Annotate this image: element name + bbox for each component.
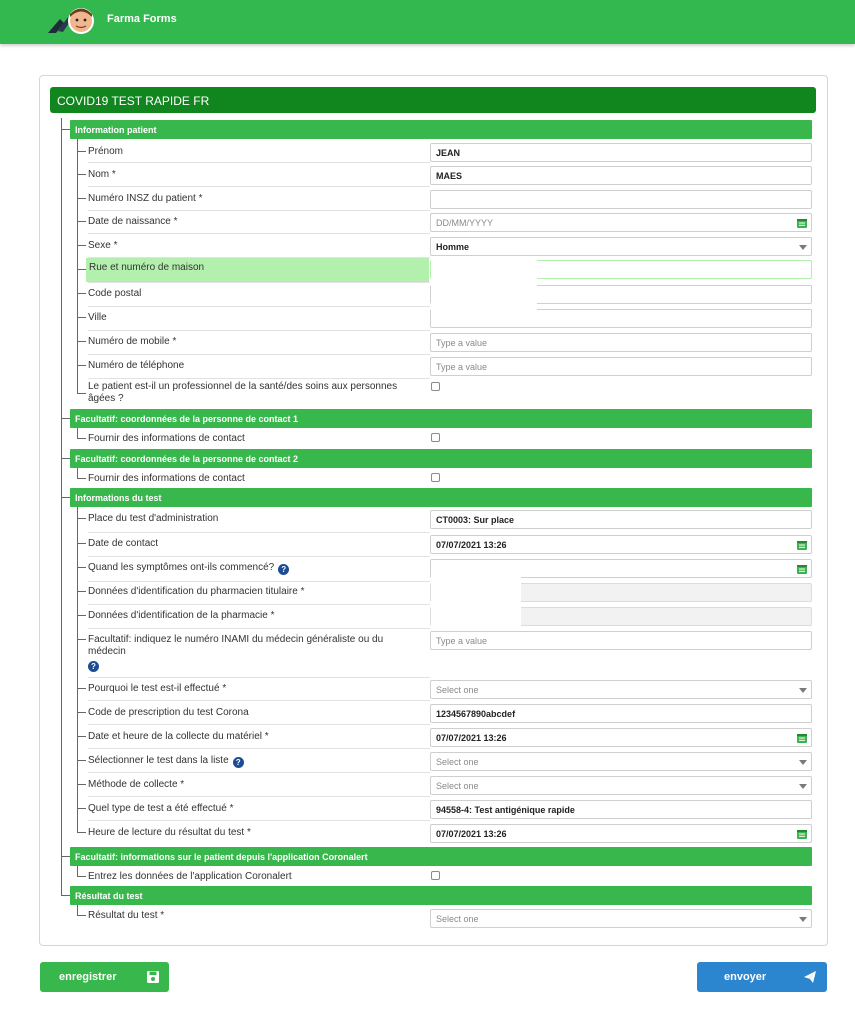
- label-methode: Méthode de collecte *: [88, 779, 185, 790]
- section-test-info: Informations du test: [70, 488, 812, 507]
- tree-branch: [77, 341, 86, 342]
- tree-branch: [61, 856, 70, 857]
- date-naissance-input[interactable]: [430, 213, 812, 232]
- methode-select[interactable]: [430, 776, 812, 795]
- redaction-patch: [431, 258, 537, 327]
- row-divider: [88, 796, 430, 797]
- chevron-down-icon: [799, 688, 807, 693]
- test-liste-select[interactable]: [430, 752, 812, 771]
- calendar-icon[interactable]: [797, 829, 807, 839]
- tree-branch: [77, 712, 86, 713]
- tree-branch: [77, 151, 86, 152]
- tree-branch: [61, 895, 70, 896]
- contact-1-checkbox[interactable]: [431, 433, 440, 442]
- tree-branch: [77, 736, 86, 737]
- tree-branch: [77, 245, 86, 246]
- date-naissance-placeholder: DD/MM/YYYY: [436, 218, 494, 228]
- label-inami-text: Facultatif: indiquez le numéro INAMI du médecin généraliste ou du médecin: [88, 634, 384, 657]
- send-button-label: envoyer: [724, 971, 767, 983]
- chevron-down-icon: [799, 917, 807, 922]
- label-lecture: Heure de lecture du résultat du test *: [88, 827, 251, 838]
- tree-line-contact2: [77, 468, 78, 478]
- section-coronalert: Facultatif: informations sur le patient depuis l'application Coronalert: [70, 847, 812, 866]
- label-professionnel: Le patient est-il un professionnel de la santé/des soins aux personnes âgées ?: [88, 381, 398, 404]
- resultat-select[interactable]: [430, 909, 812, 928]
- sexe-value: Homme: [436, 242, 470, 252]
- tree-branch: [61, 129, 70, 130]
- help-icon[interactable]: ?: [88, 661, 99, 672]
- tree-branch: [77, 269, 86, 270]
- lecture-input[interactable]: [430, 824, 812, 843]
- top-bar: [0, 0, 855, 44]
- tree-branch: [77, 567, 86, 568]
- tree-line-contact1: [77, 428, 78, 438]
- lecture-value: 07/07/2021 13:26: [436, 829, 507, 839]
- tree-branch: [77, 543, 86, 544]
- label-nom: Nom *: [88, 169, 116, 180]
- paper-plane-icon: [803, 970, 817, 984]
- calendar-icon[interactable]: [797, 540, 807, 550]
- row-divider: [88, 532, 430, 533]
- tree-branch: [77, 438, 86, 439]
- tree-branch: [77, 174, 86, 175]
- inami-input[interactable]: Type a value: [430, 631, 812, 650]
- row-divider: [88, 677, 430, 678]
- label-ville: Ville: [88, 312, 107, 323]
- app-title: Farma Forms: [107, 13, 177, 25]
- section-patient-info: Information patient: [70, 120, 812, 139]
- test-liste-value: Select one: [436, 757, 479, 767]
- tree-branch: [77, 760, 86, 761]
- row-divider: [88, 282, 430, 283]
- chevron-down-icon: [799, 245, 807, 250]
- label-contact-1: Fournir des informations de contact: [88, 433, 245, 444]
- label-sexe: Sexe *: [88, 240, 118, 251]
- tree-branch: [77, 688, 86, 689]
- label-collecte-date: Date et heure de la collecte du matériel *: [88, 731, 269, 742]
- tree-branch: [77, 393, 86, 394]
- save-button[interactable]: [40, 962, 169, 992]
- tree-branch: [77, 221, 86, 222]
- save-button-label: enregistrer: [59, 971, 117, 983]
- label-symptomes: [88, 562, 410, 575]
- row-divider: [88, 354, 430, 355]
- label-place: Place du test d'administration: [88, 513, 219, 524]
- tree-line-coronalert: [77, 866, 78, 876]
- label-symptomes-text: Quand les symptômes ont-ils commencé?: [88, 562, 275, 573]
- tree-branch: [77, 317, 86, 318]
- tree-branch: [77, 518, 86, 519]
- tree-branch: [77, 808, 86, 809]
- label-insz: Numéro INSZ du patient *: [88, 193, 203, 204]
- help-icon[interactable]: ?: [278, 564, 289, 575]
- send-button[interactable]: [697, 962, 827, 992]
- place-input[interactable]: CT0003: Sur place: [430, 510, 812, 529]
- label-inami: [88, 634, 410, 672]
- row-divider: [88, 772, 430, 773]
- type-test-input[interactable]: 94558-4: Test antigénique rapide: [430, 800, 812, 819]
- collecte-date-input[interactable]: [430, 728, 812, 747]
- label-mobile: Numéro de mobile *: [88, 336, 177, 347]
- tree-branch: [77, 615, 86, 616]
- label-pharmacie: Données d'identification de la pharmacie *: [88, 610, 275, 621]
- prescription-input[interactable]: 1234567890abcdef: [430, 704, 812, 723]
- floppy-disk-icon: [146, 970, 160, 984]
- pourquoi-value: Select one: [436, 685, 479, 695]
- tree-branch: [61, 458, 70, 459]
- label-test-liste: [88, 755, 410, 768]
- label-type-test: Quel type de test a été effectué *: [88, 803, 234, 814]
- form-title: COVID19 TEST RAPIDE FR: [50, 87, 816, 113]
- row-divider: [88, 556, 430, 557]
- pourquoi-select[interactable]: [430, 680, 812, 699]
- row-divider: [88, 210, 430, 211]
- prenom-input[interactable]: JEAN: [430, 143, 812, 162]
- row-divider: [88, 820, 430, 821]
- nom-input[interactable]: MAES: [430, 166, 812, 185]
- row-divider: [88, 330, 430, 331]
- label-telephone: Numéro de téléphone: [88, 360, 185, 371]
- section-test-result: Résultat du test: [70, 886, 812, 905]
- section-contact-2: Facultatif: coordonnées de la personne de contact 2: [70, 449, 812, 468]
- row-divider: [88, 724, 430, 725]
- tree-branch: [77, 876, 86, 877]
- label-contact-2: Fournir des informations de contact: [88, 473, 245, 484]
- label-coronalert: Entrez les données de l'application Coronalert: [88, 871, 292, 882]
- tree-branch: [77, 365, 86, 366]
- label-naissance: Date de naissance *: [88, 216, 178, 227]
- calendar-icon[interactable]: [797, 218, 807, 228]
- resultat-value: Select one: [436, 914, 479, 924]
- contact-2-checkbox[interactable]: [431, 473, 440, 482]
- date-contact-value: 07/07/2021 13:26: [436, 540, 507, 550]
- row-divider: [88, 581, 430, 582]
- chevron-down-icon: [799, 760, 807, 765]
- help-icon[interactable]: ?: [233, 757, 244, 768]
- mobile-input[interactable]: Type a value: [430, 333, 812, 352]
- tree-branch: [77, 915, 86, 916]
- sexe-select[interactable]: [430, 237, 812, 256]
- tree-branch: [77, 784, 86, 785]
- tree-branch: [61, 497, 70, 498]
- row-divider: [88, 604, 430, 605]
- label-test-liste-text: Sélectionner le test dans la liste: [88, 755, 229, 766]
- row-divider: [88, 700, 430, 701]
- tree-branch: [77, 198, 86, 199]
- tree-line-patient: [77, 139, 78, 393]
- redaction-patch: [431, 561, 521, 628]
- label-prescription: Code de prescription du test Corona: [88, 707, 249, 718]
- chevron-down-icon: [799, 784, 807, 789]
- date-contact-input[interactable]: [430, 535, 812, 554]
- professionnel-checkbox[interactable]: [431, 382, 440, 391]
- row-divider: [88, 186, 430, 187]
- telephone-input[interactable]: Type a value: [430, 357, 812, 376]
- tree-line-result: [77, 905, 78, 915]
- calendar-icon[interactable]: [797, 564, 807, 574]
- label-resultat: Résultat du test *: [88, 910, 165, 921]
- label-code-postal: Code postal: [88, 288, 142, 299]
- row-divider: [88, 628, 430, 629]
- row-divider: [88, 233, 430, 234]
- insz-input[interactable]: [430, 190, 812, 209]
- tree-branch: [77, 639, 86, 640]
- section-contact-1: Facultatif: coordonnées de la personne de contact 1: [70, 409, 812, 428]
- calendar-icon[interactable]: [797, 733, 807, 743]
- tree-branch: [77, 478, 86, 479]
- tree-branch: [61, 418, 70, 419]
- row-divider: [88, 748, 430, 749]
- label-rue: Rue et numéro de maison: [86, 258, 429, 282]
- tree-branch: [77, 293, 86, 294]
- collecte-date-value: 07/07/2021 13:26: [436, 733, 507, 743]
- label-prenom: Prénom: [88, 146, 124, 157]
- row-divider: [88, 378, 430, 379]
- tree-branch: [77, 832, 86, 833]
- label-pourquoi: Pourquoi le test est-il effectué *: [88, 683, 227, 694]
- tree-line-main: [61, 118, 62, 895]
- coronalert-checkbox[interactable]: [431, 871, 440, 880]
- methode-value: Select one: [436, 781, 479, 791]
- label-date-contact: Date de contact: [88, 538, 159, 549]
- row-divider: [88, 306, 430, 307]
- row-divider: [88, 162, 430, 163]
- farma-logo-icon[interactable]: [46, 5, 98, 37]
- label-pharmacien: Données d'identification du pharmacien titulaire *: [88, 586, 305, 597]
- tree-branch: [77, 591, 86, 592]
